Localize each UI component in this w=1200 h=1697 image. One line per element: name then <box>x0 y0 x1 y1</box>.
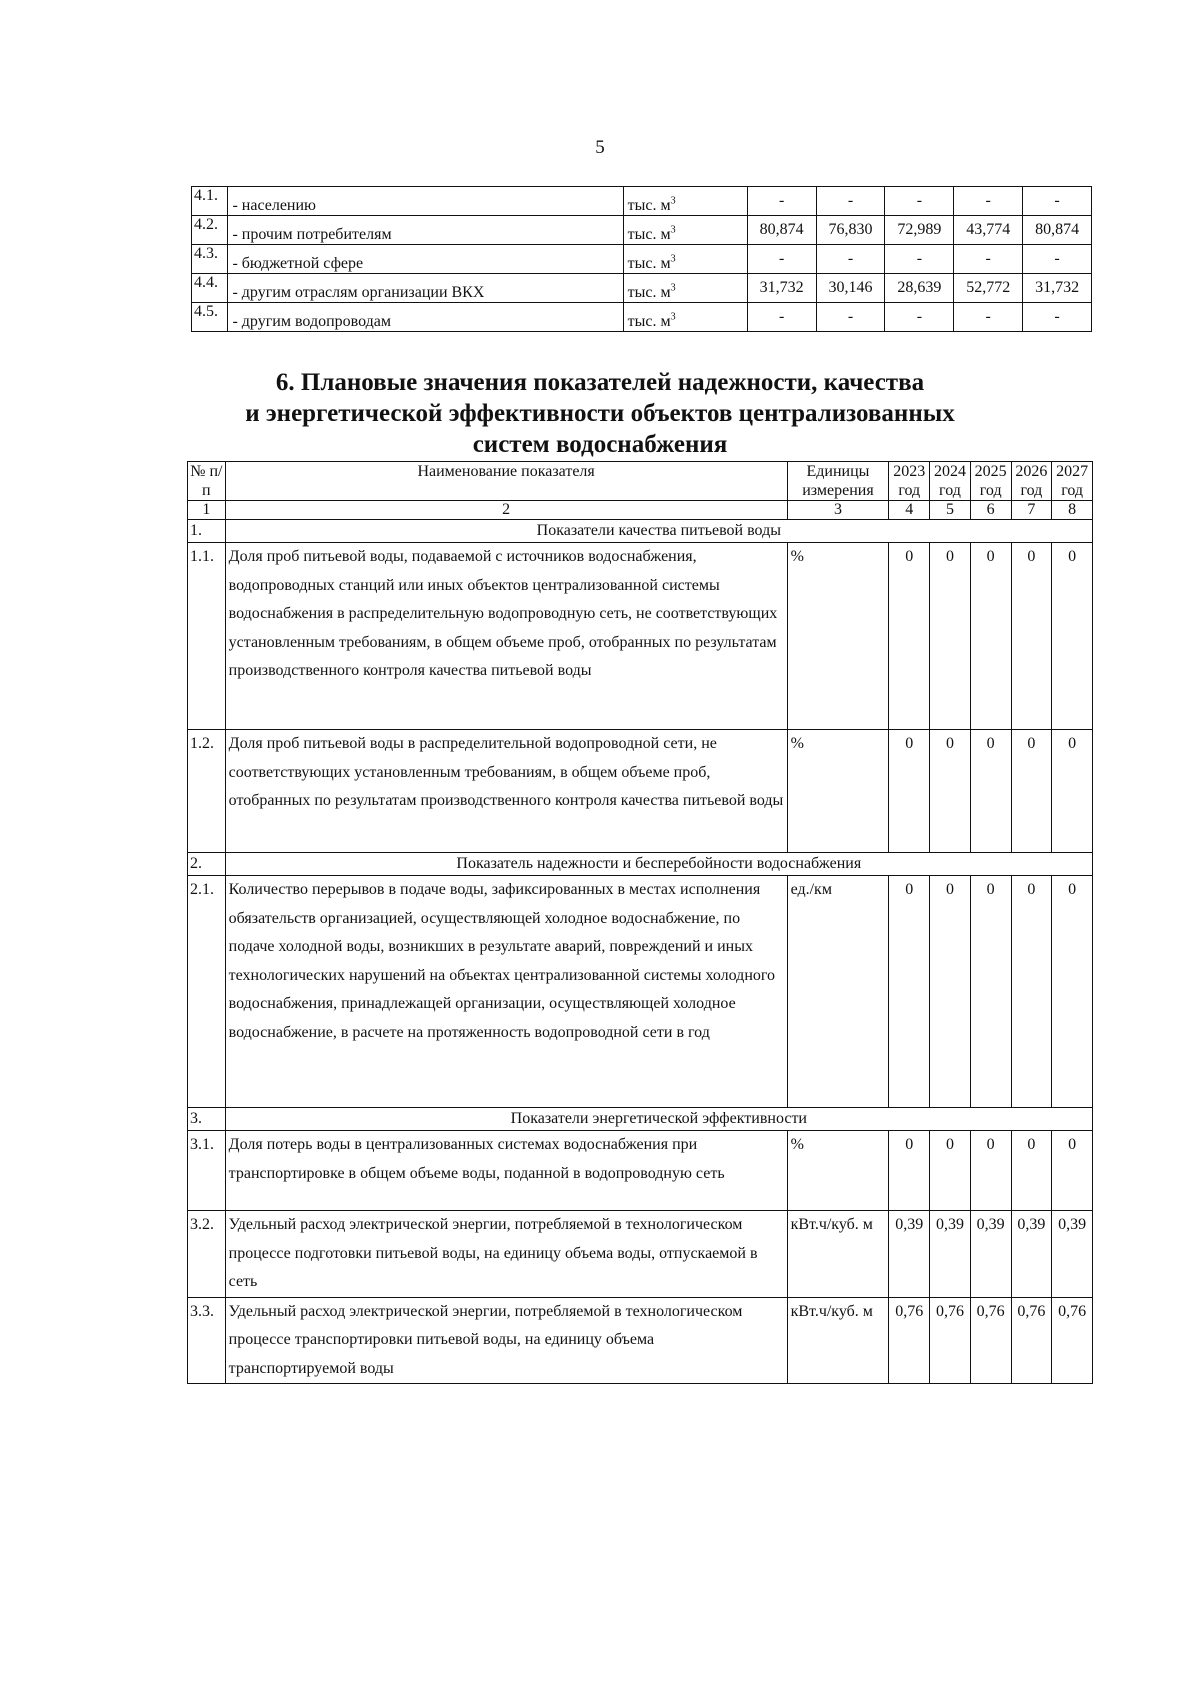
unit-superscript: 3 <box>670 282 676 294</box>
heading-line-1: 6. Плановые значения показателей надежности, качества <box>275 369 925 396</box>
indicator-unit: кВт.ч/куб. м <box>787 1297 889 1384</box>
indicator-value: 0 <box>970 1131 1011 1211</box>
indicator-name: Количество перерывов в подаче воды, зафиксированных в местах исполнения обязательств организацией, осуществляющей холодное водоснабжение, по подаче холодной воды, возникших в результате аварий, повреждений и иных технологических нарушений на объектах централизованной системы холодного водоснабжения, принадлежащей организации, осуществляющей холодное водоснабжение, в расчете на протяженность водопроводной сети в год <box>225 876 787 1108</box>
column-index: 8 <box>1052 501 1093 520</box>
row-value: 76,830 <box>816 216 885 245</box>
section-heading <box>0 367 1200 460</box>
row-number: 4.5. <box>192 303 228 332</box>
indicator-value: 0 <box>889 876 930 1108</box>
section-number: 2. <box>188 853 226 876</box>
row-name: - другим отраслям организации ВКХ <box>228 274 623 303</box>
indicator-unit: % <box>787 730 889 853</box>
table-row <box>192 303 1092 332</box>
row-value: - <box>747 245 816 274</box>
row-value: - <box>747 187 816 216</box>
indicator-value: 0 <box>1011 543 1052 730</box>
column-index: 2 <box>225 501 787 520</box>
heading-line-2: и энергетической эффективности объектов централизованных <box>245 400 955 427</box>
unit-superscript: 3 <box>670 311 676 323</box>
column-index: 1 <box>188 501 226 520</box>
consumption-table <box>191 186 1092 332</box>
indicator-value: 0,76 <box>970 1297 1011 1384</box>
column-index-row <box>188 501 1093 520</box>
section-row <box>188 520 1093 543</box>
row-value: 28,639 <box>885 274 954 303</box>
section-number: 1. <box>188 520 226 543</box>
row-unit <box>623 187 747 216</box>
row-value: - <box>1023 303 1092 332</box>
heading-line-3: систем водоснабжения <box>472 431 728 458</box>
row-number: 4.4. <box>192 274 228 303</box>
indicator-unit: ед./км <box>787 876 889 1108</box>
indicator-number: 2.1. <box>188 876 226 1108</box>
indicator-number: 3.1. <box>188 1131 226 1211</box>
table-row <box>188 1131 1093 1211</box>
section-title: Показатели энергетической эффективности <box>225 1108 1092 1131</box>
table-row <box>188 876 1093 1108</box>
page-number: 5 <box>595 137 605 158</box>
indicator-value: 0,76 <box>930 1297 971 1384</box>
row-value: 72,989 <box>885 216 954 245</box>
row-number: 4.1. <box>192 187 228 216</box>
indicator-unit: кВт.ч/куб. м <box>787 1211 889 1298</box>
header-year-2023: 2023 год <box>889 462 930 501</box>
section-row <box>188 1108 1093 1131</box>
indicator-value: 0 <box>1011 876 1052 1108</box>
indicator-value: 0 <box>930 876 971 1108</box>
row-name: - другим водопроводам <box>228 303 623 332</box>
header-year-2027: 2027 год <box>1052 462 1093 501</box>
table-row <box>192 187 1092 216</box>
row-value: - <box>885 303 954 332</box>
row-name: - бюджетной сфере <box>228 245 623 274</box>
row-unit <box>623 274 747 303</box>
header-name: Наименование показателя <box>225 462 787 501</box>
indicator-value: 0 <box>930 543 971 730</box>
indicator-value: 0 <box>1011 730 1052 853</box>
header-unit: Единицы измерения <box>787 462 889 501</box>
indicators-table <box>187 461 1093 1384</box>
indicator-value: 0 <box>970 543 1011 730</box>
section-row <box>188 853 1093 876</box>
table-row <box>192 274 1092 303</box>
indicator-number: 1.2. <box>188 730 226 853</box>
row-value: 80,874 <box>747 216 816 245</box>
header-year-2024: 2024 год <box>930 462 971 501</box>
indicator-name: Доля проб питьевой воды, подаваемой с источников водоснабжения, водопроводных станций или иных объектов централизованной системы водоснабжения в распределительную водопроводную сеть, не соответствующих установленным требованиям, в общем объеме проб, отобранных по результатам производственного контроля качества питьевой воды <box>225 543 787 730</box>
indicator-value: 0,76 <box>1052 1297 1093 1384</box>
column-index: 6 <box>970 501 1011 520</box>
row-name: - прочим потребителям <box>228 216 623 245</box>
table-header-row <box>188 462 1093 501</box>
header-year-2025: 2025 год <box>970 462 1011 501</box>
table-row <box>192 245 1092 274</box>
unit-text: тыс. м <box>627 255 671 272</box>
indicator-name: Доля проб питьевой воды в распределительной водопроводной сети, не соответствующих установленным требованиям, в общем объеме проб, отобранных по результатам производственного контроля качества питьевой воды <box>225 730 787 853</box>
table-row <box>188 1211 1093 1298</box>
column-index: 7 <box>1011 501 1052 520</box>
row-value: - <box>954 303 1023 332</box>
indicator-name: Удельный расход электрической энергии, потребляемой в технологическом процессе транспортировки питьевой воды, на единицу объема транспортируемой воды <box>225 1297 787 1384</box>
indicator-value: 0 <box>970 730 1011 853</box>
table-row <box>192 216 1092 245</box>
indicator-value: 0,39 <box>1052 1211 1093 1298</box>
indicator-value: 0 <box>889 730 930 853</box>
indicator-value: 0,39 <box>930 1211 971 1298</box>
row-name: - населению <box>228 187 623 216</box>
indicator-number: 1.1. <box>188 543 226 730</box>
row-value: - <box>954 245 1023 274</box>
indicator-value: 0 <box>1052 876 1093 1108</box>
row-value: - <box>816 303 885 332</box>
indicator-value: 0 <box>889 543 930 730</box>
table-row <box>188 730 1093 853</box>
indicator-value: 0 <box>1052 730 1093 853</box>
indicator-unit: % <box>787 1131 889 1211</box>
indicator-value: 0,76 <box>889 1297 930 1384</box>
indicator-name: Доля потерь воды в централизованных системах водоснабжения при транспортировке в общем объеме воды, поданной в водопроводную сеть <box>225 1131 787 1211</box>
indicator-unit: % <box>787 543 889 730</box>
row-value: 30,146 <box>816 274 885 303</box>
indicator-name: Удельный расход электрической энергии, потребляемой в технологическом процессе подготовки питьевой воды, на единицу объема воды, отпускаемой в сеть <box>225 1211 787 1298</box>
column-index: 4 <box>889 501 930 520</box>
indicator-number: 3.2. <box>188 1211 226 1298</box>
header-year-2026: 2026 год <box>1011 462 1052 501</box>
unit-superscript: 3 <box>670 224 676 236</box>
row-value: - <box>954 187 1023 216</box>
unit-superscript: 3 <box>670 195 676 207</box>
table-row <box>188 543 1093 730</box>
unit-text: тыс. м <box>627 284 671 301</box>
header-number: № п/п <box>188 462 226 501</box>
row-value: - <box>747 303 816 332</box>
row-value: - <box>885 245 954 274</box>
indicator-value: 0 <box>1052 1131 1093 1211</box>
indicator-value: 0 <box>1052 543 1093 730</box>
row-value: - <box>1023 187 1092 216</box>
unit-superscript: 3 <box>670 253 676 265</box>
indicator-value: 0,39 <box>970 1211 1011 1298</box>
section-title: Показатель надежности и бесперебойности водоснабжения <box>225 853 1092 876</box>
row-unit <box>623 303 747 332</box>
indicator-value: 0 <box>930 1131 971 1211</box>
table-row <box>188 1297 1093 1384</box>
indicator-value: 0 <box>889 1131 930 1211</box>
row-value: - <box>816 245 885 274</box>
indicator-value: 0,39 <box>1011 1211 1052 1298</box>
column-index: 3 <box>787 501 889 520</box>
indicator-value: 0 <box>970 876 1011 1108</box>
row-value: 80,874 <box>1023 216 1092 245</box>
unit-text: тыс. м <box>627 226 671 243</box>
indicator-value: 0 <box>1011 1131 1052 1211</box>
unit-text: тыс. м <box>627 197 671 214</box>
row-value: 31,732 <box>1023 274 1092 303</box>
section-title: Показатели качества питьевой воды <box>225 520 1092 543</box>
row-unit <box>623 245 747 274</box>
row-unit <box>623 216 747 245</box>
indicator-number: 3.3. <box>188 1297 226 1384</box>
row-value: - <box>816 187 885 216</box>
row-number: 4.3. <box>192 245 228 274</box>
indicator-value: 0,76 <box>1011 1297 1052 1384</box>
row-number: 4.2. <box>192 216 228 245</box>
row-value: - <box>1023 245 1092 274</box>
indicator-value: 0 <box>930 730 971 853</box>
row-value: 52,772 <box>954 274 1023 303</box>
indicator-value: 0,39 <box>889 1211 930 1298</box>
row-value: 31,732 <box>747 274 816 303</box>
row-value: 43,774 <box>954 216 1023 245</box>
section-number: 3. <box>188 1108 226 1131</box>
unit-text: тыс. м <box>627 313 671 330</box>
column-index: 5 <box>930 501 971 520</box>
row-value: - <box>885 187 954 216</box>
